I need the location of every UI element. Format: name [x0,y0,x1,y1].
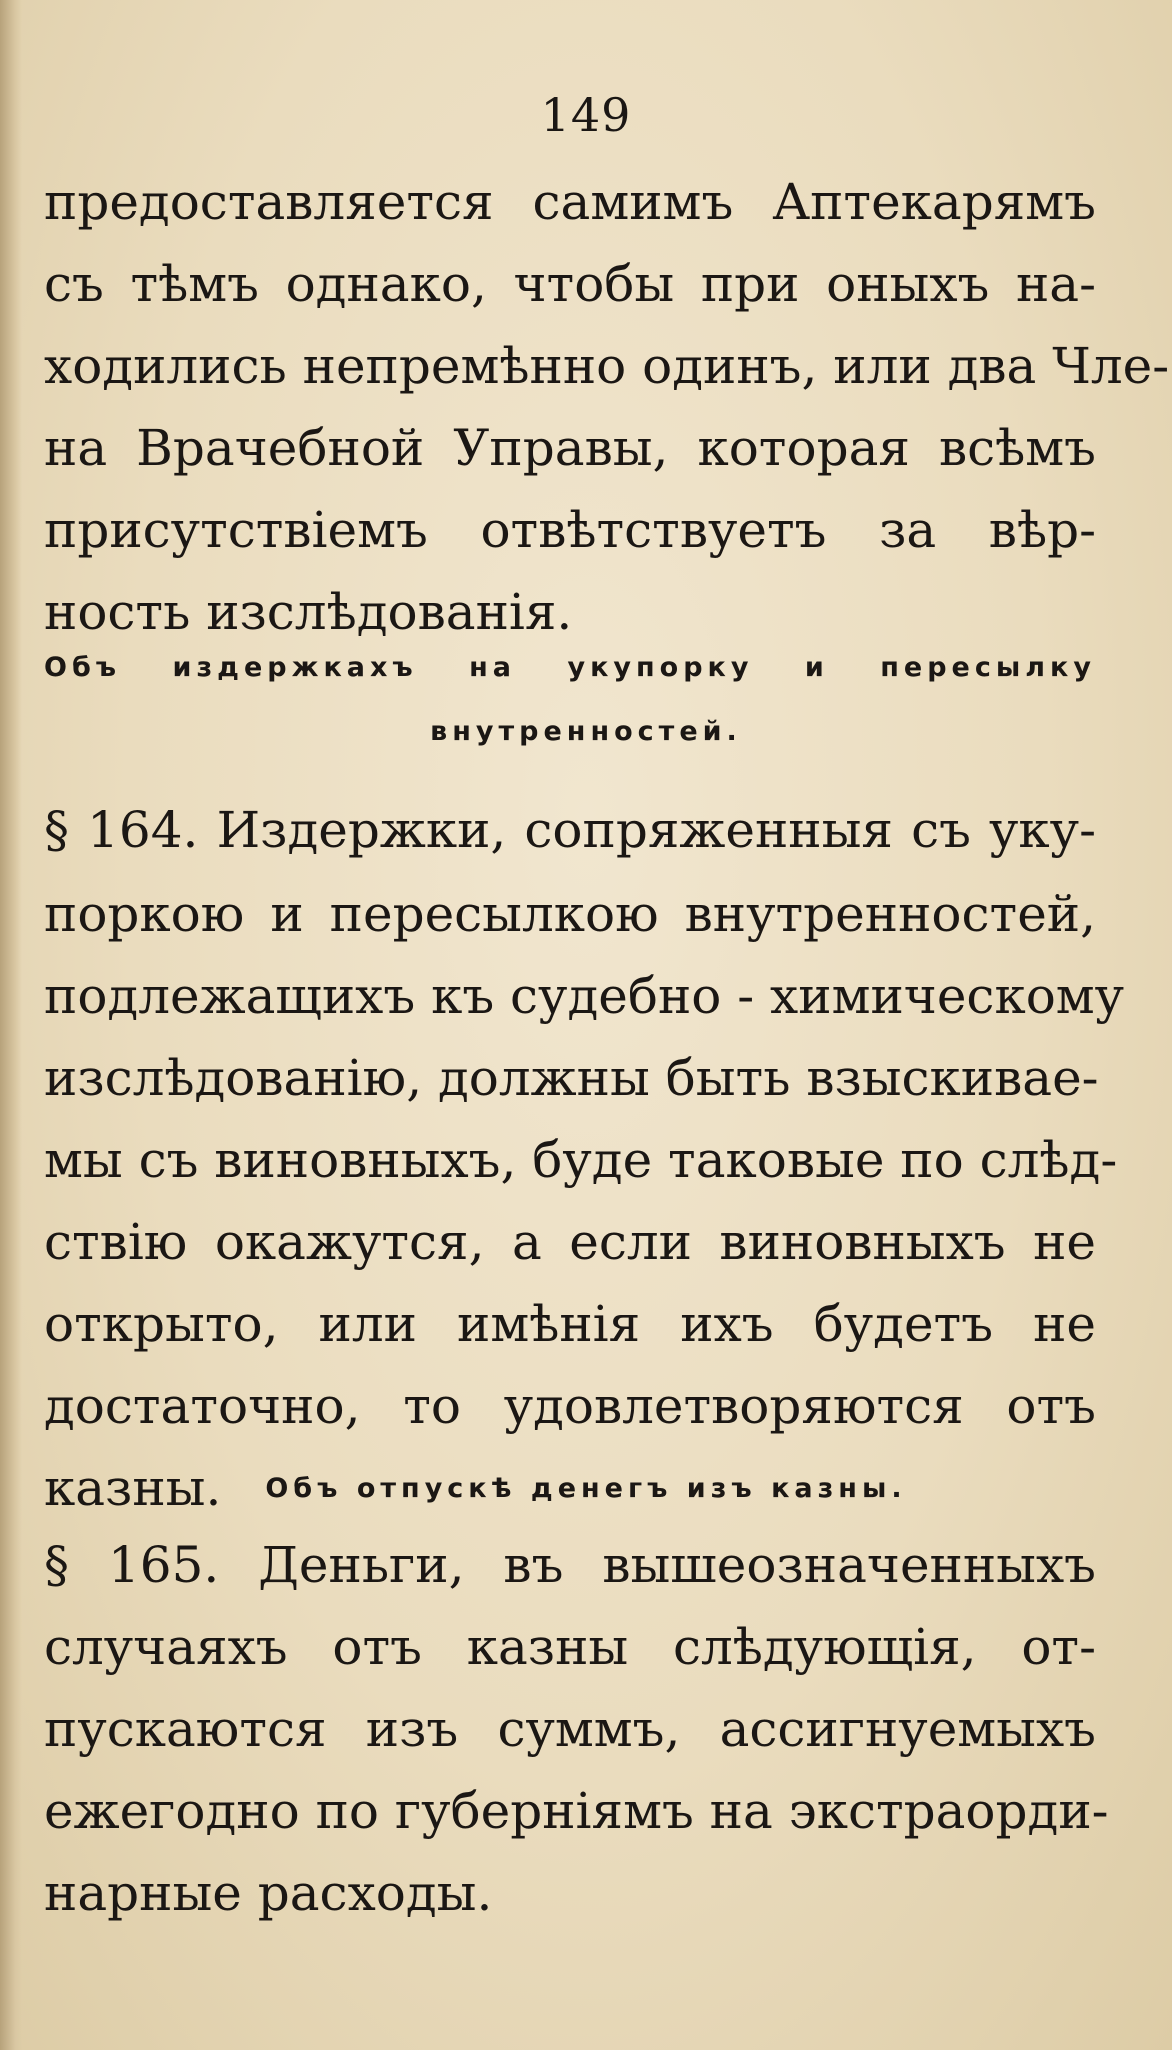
page-number: 149 [540,88,632,142]
section-heading-line-2: внутренностей. [430,716,742,747]
text-line: ствію окажутся, а если виновныхъ не [44,1213,1096,1271]
text-line: случаяхъ отъ казны слѣдующія, от- [44,1618,1096,1676]
text-line: пускаются изъ суммъ, ассигнуемыхъ [44,1700,1096,1758]
section-heading-2: Объ отпускѣ денегъ изъ казны. [265,1473,907,1504]
text-line: съ тѣмъ однако, чтобы при оныхъ на- [44,255,1096,313]
text-line: ежегодно по губерніямъ на экстраорди- [44,1782,1109,1840]
text-line: открыто, или имѣнія ихъ будетъ не [44,1295,1096,1353]
section-heading-line-1: Объ издержкахъ на укупорку и пересылку [44,652,1096,683]
text-line: ходились непремѣнно одинъ, или два Чле- [44,337,1170,395]
text-line: мы съ виновныхъ, буде таковые по слѣд- [44,1131,1118,1189]
text-line: § 164. Издержки, сопряженныя съ уку- [44,801,1096,859]
page-gutter-shadow [0,0,22,2050]
text-line: поркою и пересылкою внутренностей, [44,885,1096,943]
text-line: присутствіемъ отвѣтствуетъ за вѣр- [44,501,1096,559]
text-line: нарные расходы. [44,1864,493,1922]
text-line: на Врачебной Управы, которая всѣмъ [44,419,1096,477]
text-line: подлежащихъ къ судебно - химическому [44,967,1125,1025]
text-line: ность изслѣдованія. [44,583,573,641]
text-line: предоставляется самимъ Аптекарямъ [44,173,1096,231]
text-line: § 165. Деньги, въ вышеозначенныхъ [44,1536,1096,1594]
text-line: казны. [44,1459,222,1517]
text-line: изслѣдованію, должны быть взыскивае- [44,1049,1099,1107]
text-line: достаточно, то удовлетворяются отъ [44,1377,1096,1435]
